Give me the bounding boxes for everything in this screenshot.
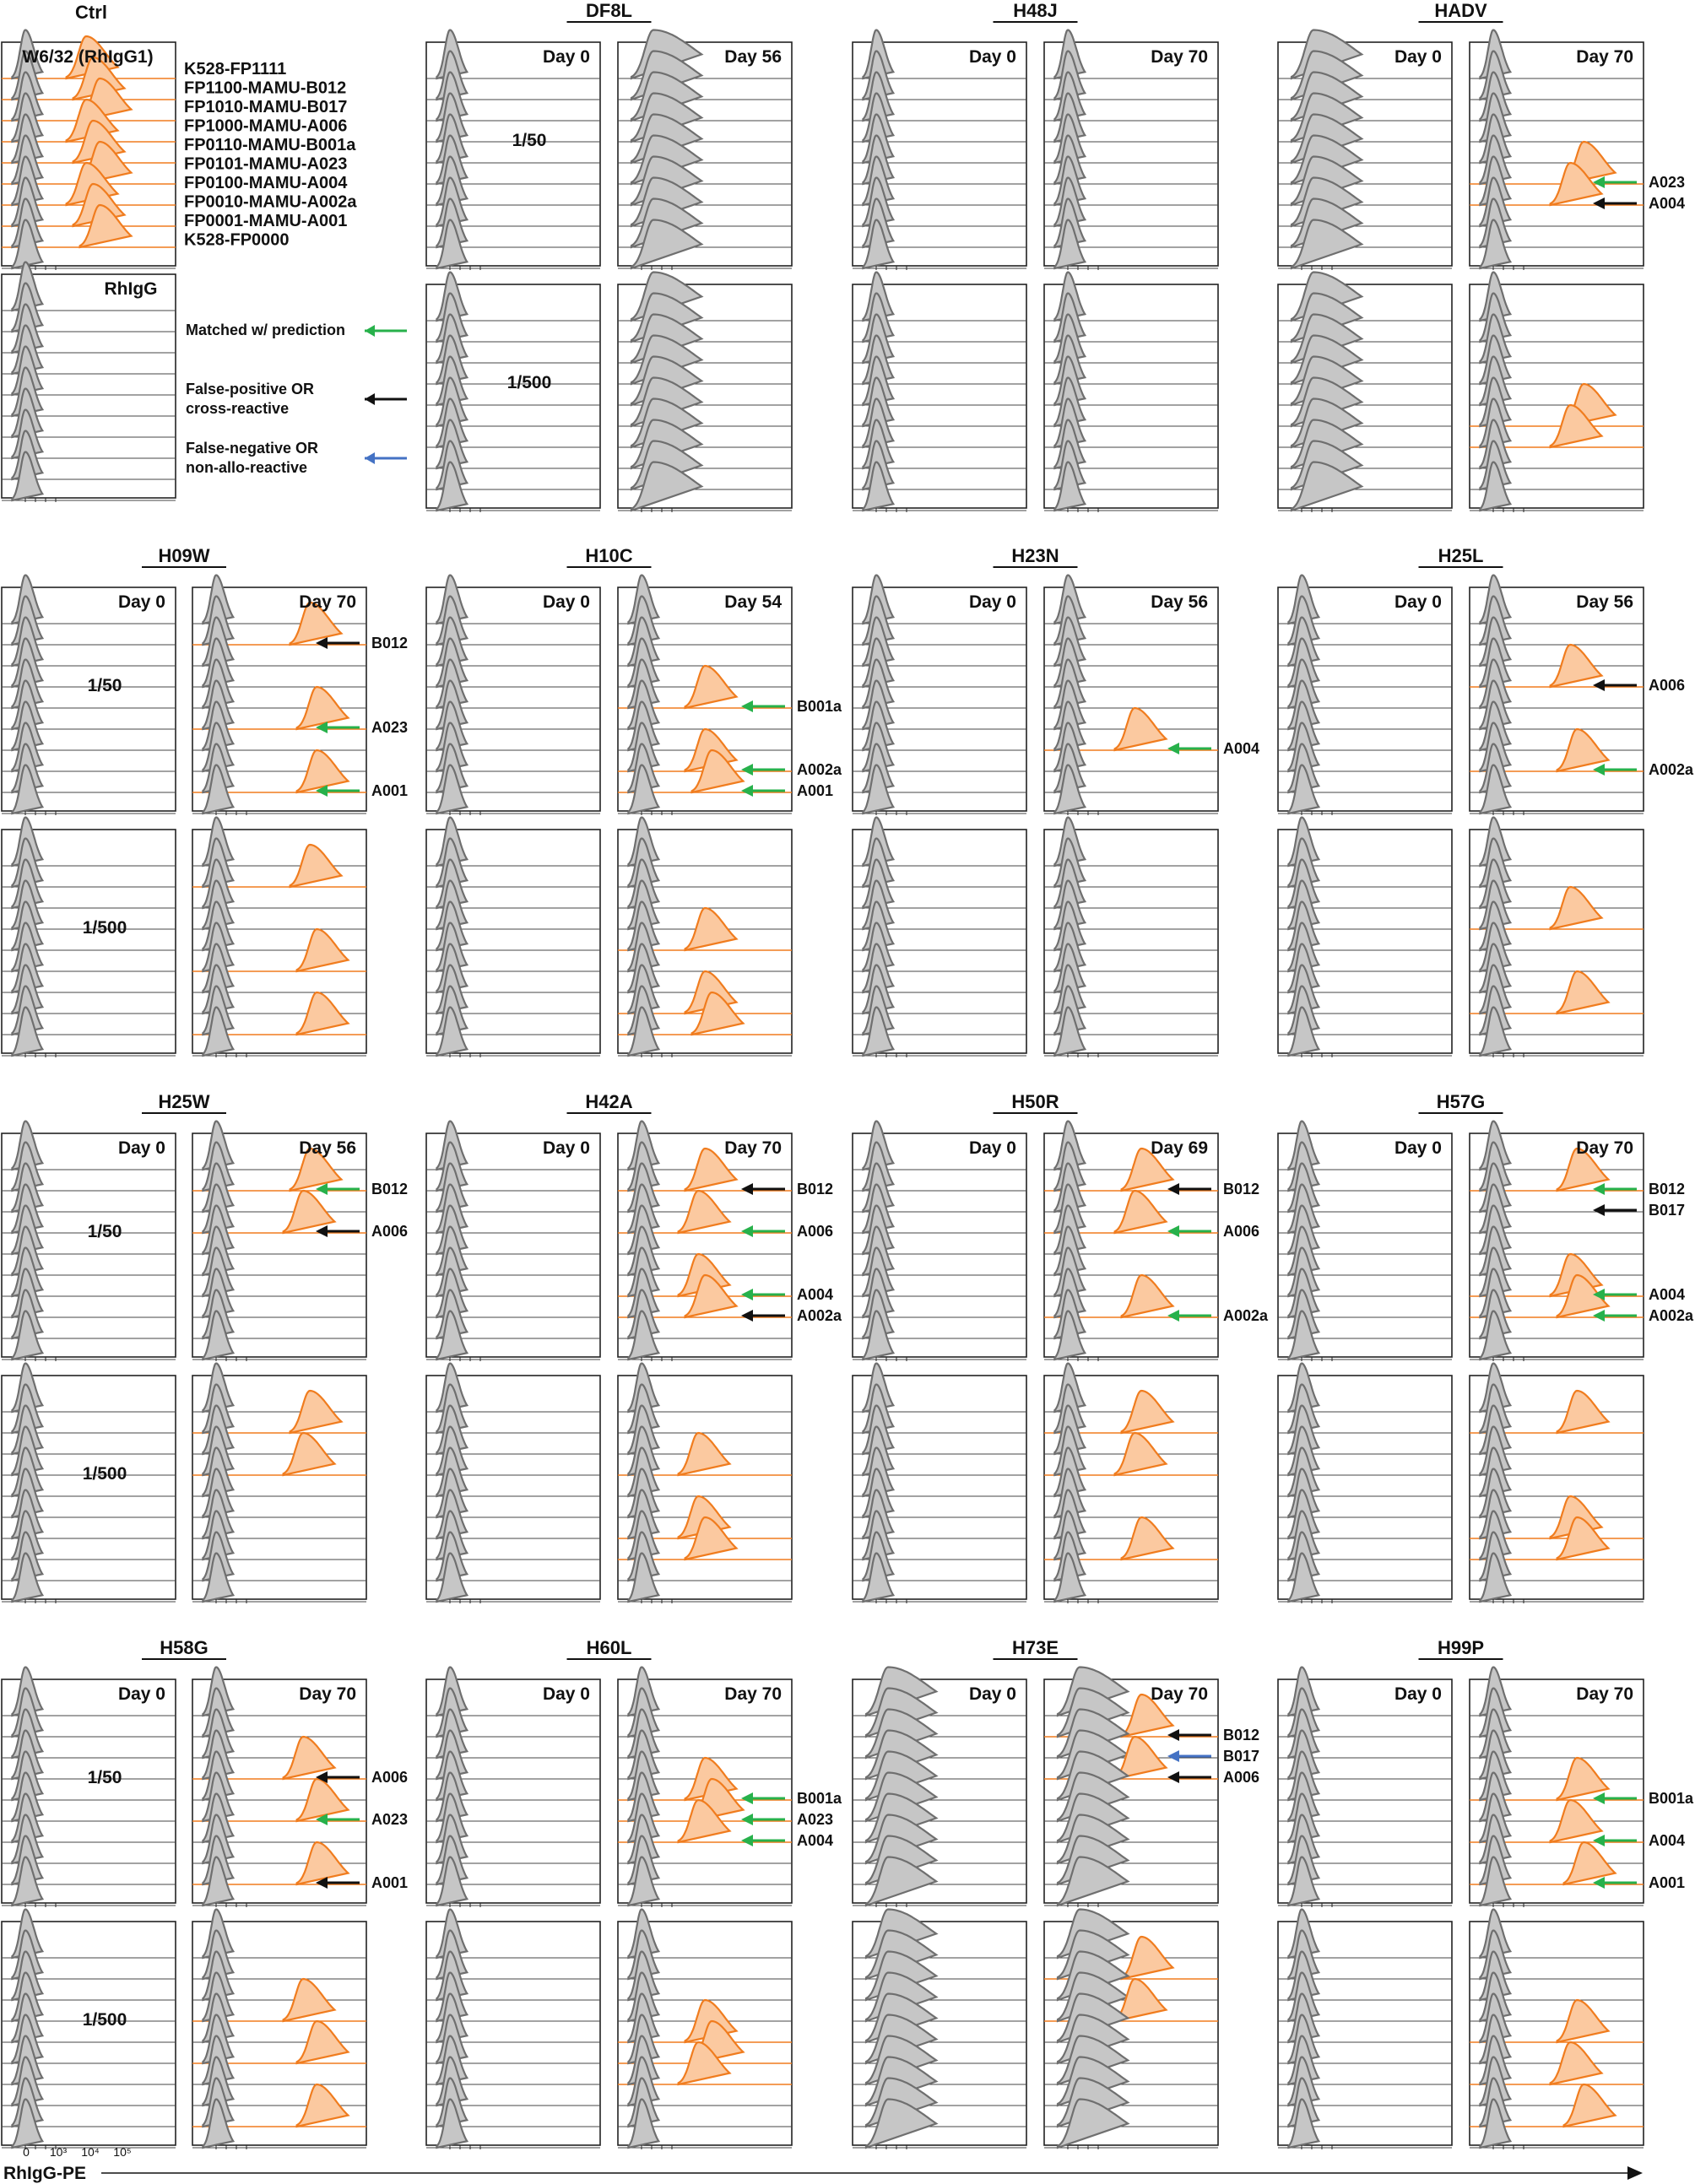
dilution-label-H25W-1: 1/500 [82,1464,127,1484]
panel-H99P-day0-dil1 [1278,1910,1452,2150]
dilution-label-H25W-0: 1/50 [87,1222,122,1241]
panel-H09W-dayN-dil1 [192,818,366,1058]
arrow-label-H73E-2: A006 [1223,1769,1260,1786]
panel-H48J-dayN-dil1 [1044,273,1218,513]
arrow-label-H25L-1: A002a [1649,761,1694,778]
day0-label-H60L: Day 0 [542,1684,590,1704]
panel-H48J-day0-dil1 [853,273,1026,513]
animal-title-H58G: H58G [160,1637,208,1658]
arrow-label-H09W-2: A001 [371,782,409,799]
ctrl-panel-label-1: RhIgG [104,279,158,299]
animal-title-H10C: H10C [585,545,633,566]
arrow-label-H73E-0: B012 [1223,1727,1260,1743]
ctrl-title: Ctrl [75,2,107,23]
x-axis-arrowhead [1627,2166,1643,2180]
day0-label-DF8L: Day 0 [542,47,590,67]
animal-title-H99P: H99P [1437,1637,1485,1658]
arrow-label-H25W-0: B012 [371,1181,409,1197]
arrow-label-H60L-0: B001a [797,1790,842,1807]
arrow-label-H42A-0: B012 [797,1181,834,1197]
arrow-label-H58G-2: A001 [371,1874,409,1891]
arrow-label-H25W-1: A006 [371,1223,409,1240]
arrow-label-HADV-1: A004 [1649,195,1686,212]
dilution-label-DF8L-0: 1/50 [512,131,547,150]
legend-row-7: FP0010-MAMU-A002a [184,192,357,212]
panel-H73E-day0-dil1 [853,1910,1026,2150]
day0-label-H73E: Day 0 [968,1684,1016,1704]
animal-title-H48J: H48J [1013,0,1058,21]
dayN-label-H09W: Day 70 [299,592,356,612]
day0-label-H09W: Day 0 [117,592,165,612]
panel-H10C-day0-dil1 [426,818,600,1058]
panel-H42A-dayN-dil1 [618,1364,792,1604]
dayN-label-H42A: Day 70 [724,1138,782,1158]
day0-label-HADV: Day 0 [1394,47,1442,67]
panel-H25W-dayN-dil1 [192,1364,366,1604]
arrow-label-H57G-3: A002a [1649,1307,1694,1324]
panel-H42A-day0-dil1 [426,1364,600,1604]
arrow-label-H60L-2: A004 [797,1832,834,1849]
dayN-label-H50R: Day 69 [1151,1138,1208,1158]
x-tick-label-1: 10³ [49,2145,68,2159]
dayN-label-H57G: Day 70 [1576,1138,1633,1158]
dayN-label-DF8L: Day 56 [724,47,782,67]
panel-H99P-dayN-dil1 [1470,1910,1644,2150]
day0-label-H25L: Day 0 [1394,592,1442,612]
arrow-label-HADV-0: A023 [1649,174,1686,191]
panel-H73E-dayN-dil1 [1044,1910,1218,2150]
legend-key-2-line-0: False-negative OR [186,440,319,457]
arrow-label-H99P-0: B001a [1649,1790,1694,1807]
arrow-label-H42A-2: A004 [797,1286,834,1303]
animal-title-HADV: HADV [1434,0,1487,21]
legend-row-8: FP0001-MAMU-A001 [184,212,348,230]
day0-label-H10C: Day 0 [542,592,590,612]
legend-key-2-line-1: non-allo-reactive [186,459,308,476]
legend-row-3: FP1000-MAMU-A006 [184,116,348,136]
dayN-label-H48J: Day 70 [1151,47,1208,67]
legend-key-0-line-0: Matched w/ prediction [186,322,346,338]
arrow-label-H42A-3: A002a [797,1307,842,1324]
panel-H23N-dayN-dil1 [1044,818,1218,1058]
arrow-label-H10C-1: A002a [797,761,842,778]
day0-label-H23N: Day 0 [968,592,1016,612]
legend-key-0-arrowhead [365,325,375,337]
panel-H50R-dayN-dil1 [1044,1364,1218,1604]
day0-label-H50R: Day 0 [968,1138,1016,1158]
arrow-label-H09W-0: B012 [371,635,409,651]
arrow-label-H42A-1: A006 [797,1223,834,1240]
panel-H25L-dayN-dil1 [1470,818,1644,1058]
arrow-label-H73E-1: B017 [1223,1748,1260,1765]
day0-label-H25W: Day 0 [117,1138,165,1158]
arrow-label-H99P-1: A004 [1649,1832,1686,1849]
dayN-label-H23N: Day 56 [1151,592,1208,612]
day0-label-H99P: Day 0 [1394,1684,1442,1704]
animal-title-H23N: H23N [1011,545,1059,566]
animal-title-H09W: H09W [158,545,210,566]
legend-row-1: FP1100-MAMU-B012 [184,78,347,98]
arrow-label-H99P-2: A001 [1649,1874,1686,1891]
dayN-label-H60L: Day 70 [724,1684,782,1704]
panel-H60L-dayN-dil1 [618,1910,792,2150]
x-tick-label-3: 10⁵ [113,2145,132,2159]
dayN-label-H58G: Day 70 [299,1684,356,1704]
panel-H57G-dayN-dil1 [1470,1364,1644,1604]
panel-H57G-day0-dil1 [1278,1364,1452,1604]
ctrl-panel-label-0: W6/32 (RhIgG1) [22,47,154,67]
arrow-label-H25L-0: A006 [1649,677,1686,694]
legend-key-1-line-0: False-positive OR [186,381,315,397]
arrow-label-H50R-1: A006 [1223,1223,1260,1240]
dayN-label-HADV: Day 70 [1576,47,1633,67]
panel-H25L-day0-dil1 [1278,818,1452,1058]
dilution-label-DF8L-1: 1/500 [506,373,552,392]
animal-title-H42A: H42A [585,1091,633,1112]
animal-title-H25L: H25L [1438,545,1484,566]
legend-key-1-line-1: cross-reactive [186,400,290,417]
animal-title-H73E: H73E [1011,1637,1059,1658]
arrow-label-H23N-0: A004 [1223,740,1260,757]
panel-H58G-dayN-dil1 [192,1910,366,2150]
panel-H23N-day0-dil1 [853,818,1026,1058]
arrow-label-H50R-0: B012 [1223,1181,1260,1197]
panel-H60L-day0-dil1 [426,1910,600,2150]
arrow-label-H50R-2: A002a [1223,1307,1269,1324]
arrow-label-H58G-0: A006 [371,1769,409,1786]
legend-row-0: K528-FP1111 [184,60,287,78]
arrow-label-H57G-2: A004 [1649,1286,1686,1303]
animal-title-H25W: H25W [158,1091,210,1112]
dilution-label-H09W-1: 1/500 [82,918,127,938]
arrow-label-H58G-1: A023 [371,1811,409,1828]
dayN-label-H10C: Day 54 [724,592,782,612]
dayN-label-H25W: Day 56 [299,1138,356,1158]
day0-label-H57G: Day 0 [1394,1138,1442,1158]
animal-title-DF8L: DF8L [586,0,632,21]
panel-H50R-day0-dil1 [853,1364,1026,1604]
dilution-label-H58G-1: 1/500 [82,2010,127,2030]
arrow-label-H57G-1: B017 [1649,1202,1686,1219]
dilution-label-H58G-0: 1/50 [87,1768,122,1787]
panel-H10C-dayN-dil1 [618,818,792,1058]
arrow-label-H57G-0: B012 [1649,1181,1686,1197]
panel-DF8L-dayN-dil1 [618,273,792,513]
legend-row-2: FP1010-MAMU-B017 [184,98,348,116]
dayN-label-H25L: Day 56 [1576,592,1633,612]
arrow-label-H10C-2: A001 [797,782,834,799]
dilution-label-H09W-0: 1/50 [87,676,122,695]
x-tick-label-2: 10⁴ [81,2145,100,2159]
day0-label-H58G: Day 0 [117,1684,165,1704]
legend-row-9: K528-FP0000 [184,230,290,250]
animal-title-H60L: H60L [586,1637,632,1658]
day0-label-H48J: Day 0 [968,47,1016,67]
x-axis-label: RhIgG-PE [3,2164,86,2183]
arrow-label-H60L-1: A023 [797,1811,834,1828]
day0-label-H42A: Day 0 [542,1138,590,1158]
panel-HADV-day0-dil1 [1278,273,1452,513]
animal-title-H50R: H50R [1011,1091,1059,1112]
legend-row-5: FP0101-MAMU-A023 [184,154,348,174]
panel-HADV-dayN-dil1 [1470,273,1644,513]
dayN-label-H73E: Day 70 [1151,1684,1208,1704]
arrow-label-H10C-0: B001a [797,698,842,715]
dayN-label-H99P: Day 70 [1576,1684,1633,1704]
legend-row-6: FP0100-MAMU-A004 [184,174,348,192]
animal-title-H57G: H57G [1436,1091,1486,1112]
legend-key-2-arrowhead [365,452,375,464]
x-tick-label-0: 0 [23,2145,30,2159]
legend-key-1-arrowhead [365,393,375,405]
legend-row-4: FP0110-MAMU-B001a [184,136,356,154]
arrow-label-H09W-1: A023 [371,719,409,736]
